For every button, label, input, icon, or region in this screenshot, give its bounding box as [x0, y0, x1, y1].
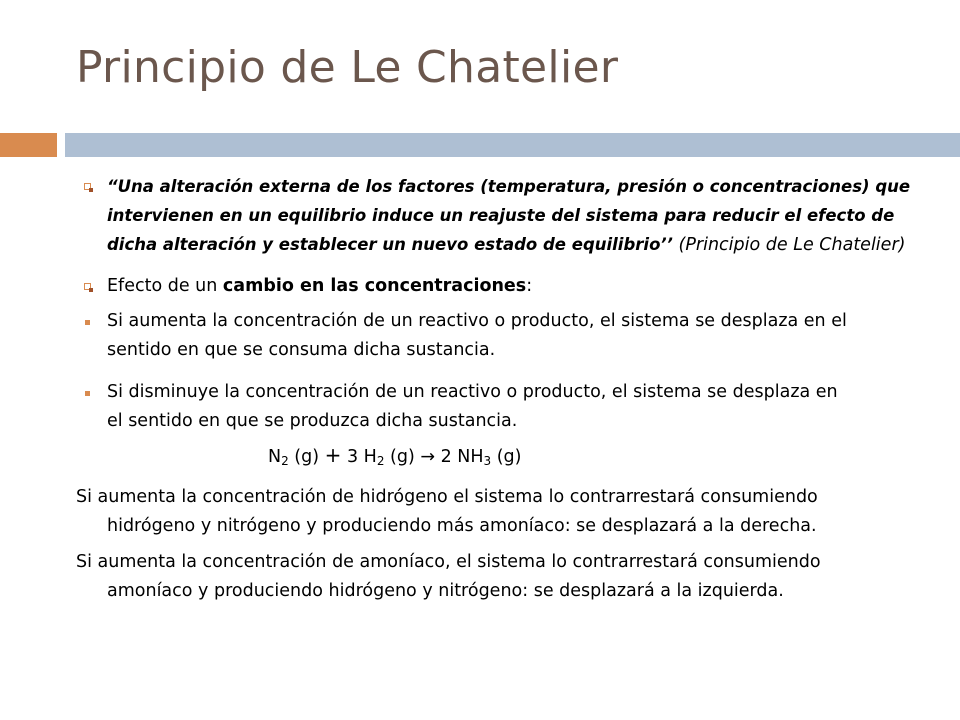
decrease-line-1: Si disminuye la concentración de un reactivo o producto, el sistema se desplaza en — [107, 382, 838, 402]
quote-bullet — [107, 172, 947, 260]
concentration-suffix: : — [526, 276, 533, 296]
quote-line-2: intervienen en un equilibrio induce un reajuste del sistema para reducir el efecto de — [107, 206, 895, 225]
hydrogen-paragraph — [76, 483, 946, 541]
ammonia-line-2: amoníaco y produciendo hidrógeno y nitrógeno: se desplazará a la izquierda. — [107, 581, 784, 601]
ammonia-line-1: Si aumenta la concentración de amoníaco, el sistema lo contrarrestará consumiendo — [76, 552, 821, 572]
increase-subbullet — [107, 307, 947, 365]
square-bullet-icon — [84, 283, 91, 290]
concentration-prefix: Efecto de un — [107, 276, 223, 296]
quote-line-1: “Una alteración externa de los factores (temperatura, presión o concentraciones) que — [107, 177, 911, 196]
concentration-bullet — [107, 272, 947, 301]
quote-line-3 — [107, 230, 947, 260]
header-bar — [65, 133, 960, 157]
quote-line-3-bold: dicha alteración y establecer un nuevo estado de equilibrio’’ — [107, 235, 673, 254]
hydrogen-line-2: hidrógeno y nitrógeno y produciendo más amoníaco: se desplazará a la derecha. — [107, 516, 817, 536]
small-square-bullet-icon — [85, 391, 90, 396]
header-accent-bar — [0, 133, 57, 157]
square-bullet-icon — [84, 183, 91, 190]
hydrogen-line-1: Si aumenta la concentración de hidrógeno el sistema lo contrarrestará consumiendo — [76, 487, 818, 507]
quote-source: (Principio de Le Chatelier) — [672, 235, 906, 255]
concentration-bold: cambio en las concentraciones — [222, 276, 527, 296]
slide-title: Principio de Le Chatelier — [76, 42, 619, 93]
ammonia-paragraph — [76, 548, 946, 606]
chemical-equation: $N_2$ (g) + 3 $H_2$ (g) → 2 $NH_3$ (g) — [268, 443, 522, 468]
decrease-line-2: el sentido en que se produzca dicha sustancia. — [107, 411, 518, 431]
small-square-bullet-icon — [85, 320, 90, 325]
decrease-subbullet — [107, 378, 947, 436]
increase-line-2: sentido en que se consuma dicha sustancia. — [107, 340, 496, 360]
increase-line-1: Si aumenta la concentración de un reactivo o producto, el sistema se desplaza en el — [107, 311, 847, 331]
